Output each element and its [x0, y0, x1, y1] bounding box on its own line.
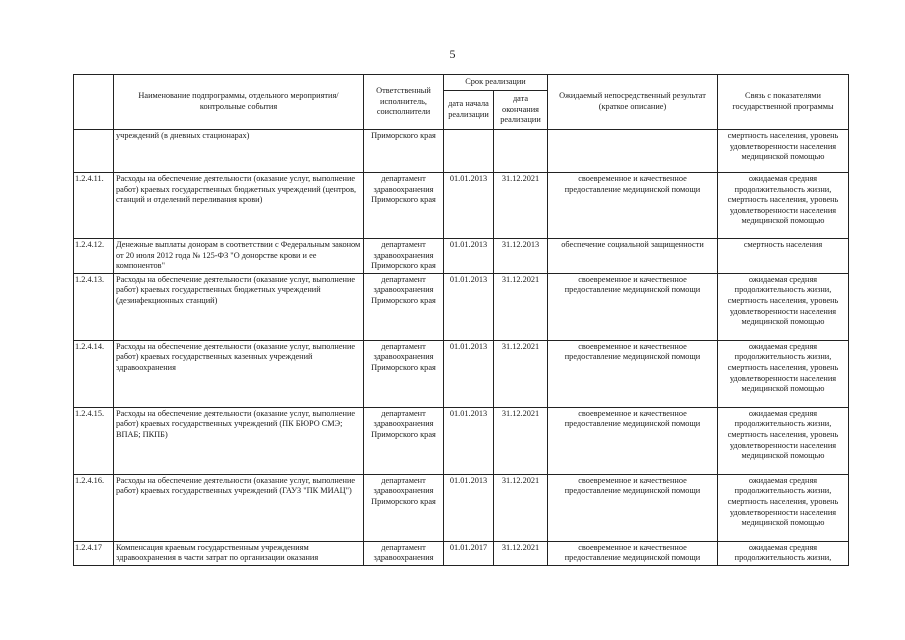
cell-name: Расходы на обеспечение деятельности (оказание услуг, выполнение работ) краевых государственных бюджетных учреждений (дезинфекционных станций) [114, 273, 364, 340]
table-row [74, 130, 849, 173]
header-name: Наименование подпрограммы, отдельного мероприятия/контрольные события [114, 75, 364, 130]
table-row [74, 474, 849, 541]
table-row [74, 407, 849, 474]
cell-executor: департамент здравоохранения Приморского края [364, 239, 444, 274]
table-body [74, 130, 849, 566]
cell-start: 01.01.2013 [444, 239, 494, 274]
cell-name: учреждений (в дневных стационарах) [114, 130, 364, 173]
header-result: Ожидаемый непосредственный результат (краткое описание) [548, 75, 718, 130]
cell-executor: департамент здравоохранения Приморского края [364, 474, 444, 541]
cell-executor: Приморского края [364, 130, 444, 173]
cell-num: 1.2.4.11. [74, 173, 114, 239]
header-link: Связь с показателями государственной программы [718, 75, 849, 130]
cell-result [548, 130, 718, 173]
cell-num: 1.2.4.16. [74, 474, 114, 541]
cell-link: ожидаемая средняя продолжительность жизни, смертность населения, уровень удовлетворенности населения медицинской помощью [718, 340, 849, 407]
cell-num: 1.2.4.15. [74, 407, 114, 474]
cell-result: своевременное и качественное предоставление медицинской помощи [548, 541, 718, 565]
cell-result: своевременное и качественное предоставление медицинской помощи [548, 273, 718, 340]
cell-end: 31.12.2013 [494, 239, 548, 274]
cell-result: своевременное и качественное предоставление медицинской помощи [548, 474, 718, 541]
header-executor: Ответственный исполнитель, соисполнители [364, 75, 444, 130]
cell-end: 31.12.2021 [494, 407, 548, 474]
cell-num: 1.2.4.12. [74, 239, 114, 274]
cell-link: смертность населения, уровень удовлетворенности населения медицинской помощью [718, 130, 849, 173]
cell-executor: департамент здравоохранения Приморского края [364, 173, 444, 239]
table-row [74, 541, 849, 565]
cell-end: 31.12.2021 [494, 541, 548, 565]
cell-num [74, 130, 114, 173]
table-row [74, 340, 849, 407]
cell-link: смертность населения [718, 239, 849, 274]
header-term: Срок реализации [444, 75, 548, 91]
cell-end: 31.12.2021 [494, 173, 548, 239]
cell-name: Расходы на обеспечение деятельности (оказание услуг, выполнение работ) краевых государственных учреждений (ПК БЮРО СМЭ; ВПАБ; ПКПБ) [114, 407, 364, 474]
cell-start: 01.01.2017 [444, 541, 494, 565]
cell-executor: департамент здравоохранения Приморского края [364, 407, 444, 474]
cell-name: Расходы на обеспечение деятельности (оказание услуг, выполнение работ) краевых государственных учреждений (ГАУЗ "ПК МИАЦ") [114, 474, 364, 541]
table-row [74, 173, 849, 239]
cell-link: ожидаемая средняя продолжительность жизни, смертность населения, уровень удовлетворенности населения медицинской помощью [718, 273, 849, 340]
cell-executor: департамент здравоохранения Приморского края [364, 273, 444, 340]
cell-end: 31.12.2021 [494, 340, 548, 407]
table-row [74, 239, 849, 274]
cell-name: Компенсация краевым государственным учреждениям здравоохранения в части затрат по организации оказания [114, 541, 364, 565]
table-row [74, 273, 849, 340]
cell-executor: департамент здравоохранения Приморского края [364, 340, 444, 407]
header-end: дата окончания реализации [494, 91, 548, 130]
cell-link: ожидаемая средняя продолжительность жизни, смертность населения, уровень удовлетворенности населения медицинской помощью [718, 173, 849, 239]
cell-start [444, 130, 494, 173]
cell-start: 01.01.2013 [444, 273, 494, 340]
cell-end: 31.12.2021 [494, 474, 548, 541]
cell-num: 1.2.4.14. [74, 340, 114, 407]
cell-link: ожидаемая средняя продолжительность жизни, смертность населения, уровень удовлетворенности населения медицинской помощью [718, 407, 849, 474]
cell-link: ожидаемая средняя продолжительность жизни, [718, 541, 849, 565]
cell-end: 31.12.2021 [494, 273, 548, 340]
header-number [74, 75, 114, 130]
cell-start: 01.01.2013 [444, 407, 494, 474]
cell-link: ожидаемая средняя продолжительность жизни, смертность населения, уровень удовлетворенности населения медицинской помощью [718, 474, 849, 541]
cell-result: своевременное и качественное предоставление медицинской помощи [548, 340, 718, 407]
cell-end [494, 130, 548, 173]
cell-start: 01.01.2013 [444, 340, 494, 407]
cell-executor: департамент здравоохранения [364, 541, 444, 565]
program-table [73, 74, 849, 566]
cell-name: Расходы на обеспечение деятельности (оказание услуг, выполнение работ) краевых государственных казенных учреждений здравоохранения [114, 340, 364, 407]
cell-name: Денежные выплаты донорам в соответствии с Федеральным законом от 20 июля 2012 года № 125-ФЗ "О донорстве крови и ее компонентов" [114, 239, 364, 274]
page-number: 5 [449, 47, 456, 61]
cell-num: 1.2.4.17 [74, 541, 114, 565]
cell-num: 1.2.4.13. [74, 273, 114, 340]
cell-result: своевременное и качественное предоставление медицинской помощи [548, 173, 718, 239]
cell-start: 01.01.2013 [444, 474, 494, 541]
cell-name: Расходы на обеспечение деятельности (оказание услуг, выполнение работ) краевых государственных бюджетных учреждений (центров, станций и отделений переливания крови) [114, 173, 364, 239]
cell-start: 01.01.2013 [444, 173, 494, 239]
cell-result: обеспечение социальной защищенности [548, 239, 718, 274]
header-start: дата начала реализации [444, 91, 494, 130]
cell-result: своевременное и качественное предоставление медицинской помощи [548, 407, 718, 474]
